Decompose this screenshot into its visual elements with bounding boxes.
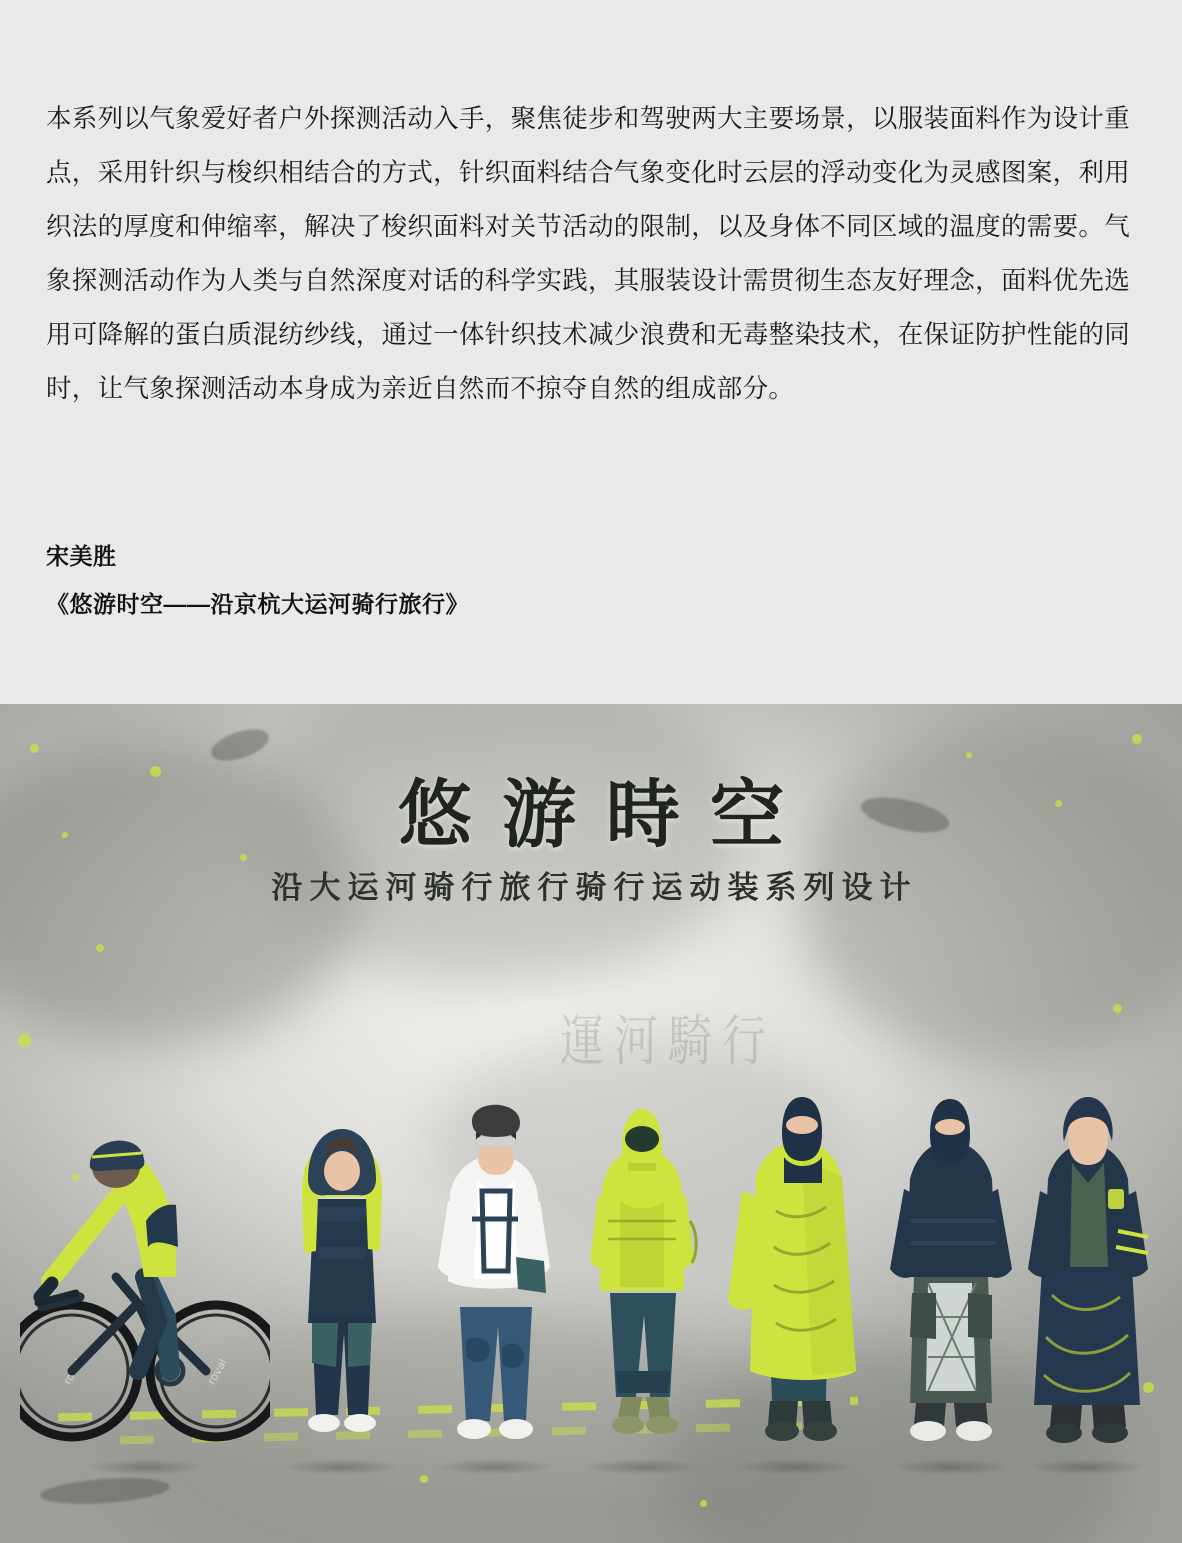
paint-speck (700, 1500, 707, 1507)
figure-shadow (435, 1459, 555, 1475)
look-01-illustration (272, 1071, 412, 1471)
cyclist-illustration (20, 1071, 270, 1471)
paint-speck (96, 944, 104, 952)
figure-look-01 (272, 1071, 412, 1471)
figure-shadow (736, 1459, 856, 1475)
ghost-background-text: 運河騎行 (560, 1009, 776, 1074)
figure-shadow (582, 1459, 702, 1475)
look-02-illustration (420, 1071, 570, 1471)
figure-shadow (85, 1459, 205, 1475)
look-05-illustration (876, 1071, 1026, 1471)
figure-cyclist-on-bike (20, 1071, 270, 1471)
svg-text:roval: roval (204, 1356, 230, 1387)
figure-look-06 (1012, 1071, 1162, 1471)
figure-shadow (1027, 1459, 1147, 1475)
figure-lineup (0, 1041, 1182, 1471)
designer-name: 宋美胜 (46, 543, 117, 569)
figure-shadow (891, 1459, 1011, 1475)
figure-look-02 (420, 1071, 570, 1471)
work-title: 《悠游时空——沿京杭大运河骑行旅行》 (46, 591, 469, 617)
ink-splatter (39, 1474, 170, 1507)
poster-subtitle: 沿大运河骑行旅行骑行运动装系列设计 (271, 870, 918, 906)
credit-block (46, 532, 1130, 628)
figure-look-05 (876, 1071, 1026, 1471)
figure-shadow (282, 1459, 402, 1475)
svg-text:roval: roval (60, 1356, 86, 1387)
poster-title: 悠游時空 (398, 772, 814, 858)
figure-look-04 (716, 1071, 876, 1471)
look-03-illustration (572, 1071, 712, 1471)
paint-speck (1113, 1004, 1122, 1013)
figure-look-03 (572, 1071, 712, 1471)
paint-speck (420, 1475, 428, 1483)
article-paragraph: 本系列以气象爱好者户外探测活动入手，聚焦徒步和驾驶两大主要场景，以服装面料作为设计重点，采用针织与梭织相结合的方式，针织面料结合气象变化时云层的浮动变化为灵感图案，利用织法的厚度和伸缩率，解决了梭织面料对关节活动的限制，以及身体不同区域的温度的需要。气象探测活动作为人类与自然深度对话的科学实践，其服装设计需贯彻生态友好理念，面料优先选用可降解的蛋白质混纺纱线，通过一体针织技术减少浪费和无毒整染技术，在保证防护性能的同时，让气象探测活动本身成为亲近自然而不掠夺自然的组成部分。 (46, 105, 1130, 403)
look-06-illustration (1012, 1071, 1162, 1471)
paint-speck (1132, 734, 1142, 744)
paint-speck (30, 744, 39, 753)
poster-image (0, 704, 1182, 1543)
article-text-panel (0, 0, 1182, 704)
look-04-illustration (716, 1071, 876, 1471)
